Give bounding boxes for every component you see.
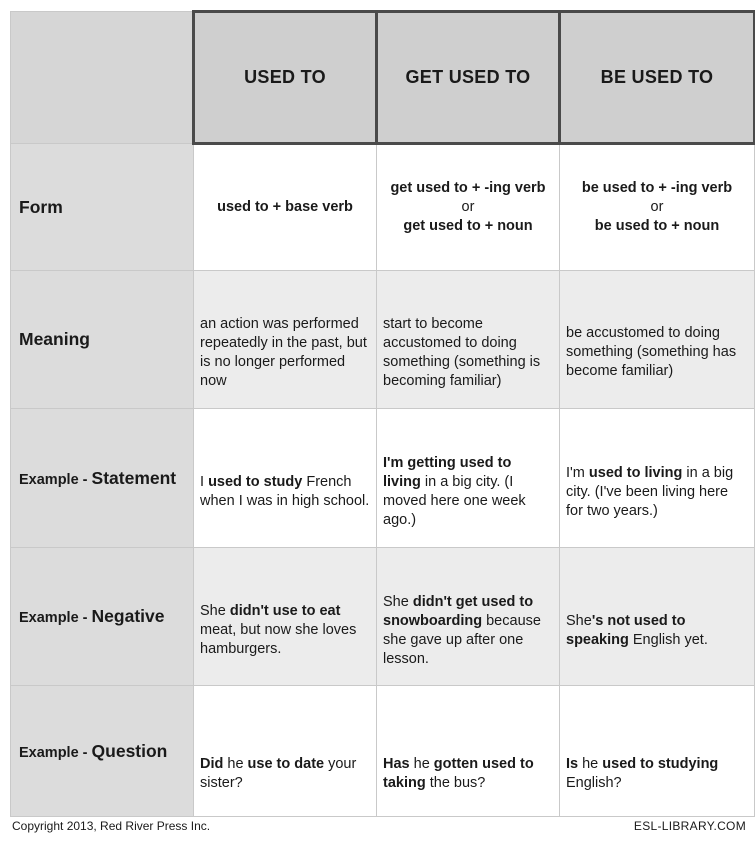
bold-run: used to living	[588, 464, 683, 481]
text-run: he	[409, 756, 434, 772]
text-run: he	[578, 756, 603, 772]
row-label-question-prefix: Example -	[19, 744, 92, 761]
text-run: he	[223, 756, 248, 772]
row-label-negative-main: Negative	[91, 606, 165, 626]
text-run: in a big city. (I moved here one week ago.)	[383, 474, 526, 528]
bold-run: used to study	[208, 474, 303, 490]
row-label-negative-prefix: Example -	[19, 610, 92, 626]
row-statement	[11, 409, 755, 548]
form-be-used-to	[560, 144, 755, 271]
text-run: I	[200, 474, 209, 490]
text-run: English?	[566, 775, 622, 791]
statement-used-to	[194, 409, 377, 548]
bold-run: Has	[383, 756, 410, 772]
text-run: meat, but now she loves hamburgers.	[200, 622, 357, 657]
form-get-line2: get used to + noun	[403, 218, 533, 234]
form-get-used-to	[377, 144, 560, 271]
bold-run: didn't get used to snowboarding	[383, 593, 534, 629]
text-run: French when I was in high school.	[200, 474, 370, 509]
meaning-be-used-to: be accustomed to doing something (something has become familiar)	[560, 271, 755, 409]
row-negative	[11, 548, 755, 686]
corner-cell	[11, 12, 194, 144]
meaning-get-used-to: start to become accustomed to doing something (something is becoming familiar)	[377, 271, 560, 409]
row-label-meaning: Meaning	[11, 271, 194, 409]
meaning-used-to: an action was performed repeatedly in the past, but is no longer performed now	[194, 271, 377, 409]
header-used-to: USED TO	[194, 12, 377, 144]
negative-used-to	[194, 548, 377, 686]
row-label-negative	[11, 548, 194, 686]
question-used-to	[194, 686, 377, 817]
bold-run: Is	[566, 756, 579, 772]
statement-get-used-to	[377, 409, 560, 548]
header-be-used-to: BE USED TO	[560, 12, 755, 144]
header-get-used-to: GET USED TO	[377, 12, 560, 144]
text-run: I'm	[566, 464, 589, 481]
grammar-table	[10, 10, 755, 817]
form-be-or: or	[650, 199, 664, 215]
row-label-statement-main: Statement	[91, 467, 177, 488]
row-label-question	[11, 686, 194, 817]
text-run: the bus?	[425, 775, 486, 791]
site-credit: ESL-LIBRARY.COM	[633, 819, 746, 833]
bold-run: used to studying	[602, 756, 719, 772]
row-label-form: Form	[11, 144, 194, 271]
statement-be-used-to	[560, 409, 755, 548]
form-get-line1: get used to + -ing verb	[390, 180, 546, 196]
text-run: because she gave up after one lesson.	[383, 612, 541, 667]
question-get-used-to	[377, 686, 560, 817]
text-run: She	[200, 603, 230, 619]
copyright-notice: Copyright 2013, Red River Press Inc.	[12, 819, 211, 833]
text-run: in a big city. (I've been living here for two years.)	[566, 464, 734, 519]
row-meaning	[11, 271, 755, 409]
negative-get-used-to	[377, 548, 560, 686]
row-form	[11, 144, 755, 271]
text-run: your sister?	[200, 756, 357, 791]
text-run: She	[566, 612, 592, 629]
row-label-statement-prefix: Example -	[19, 471, 92, 488]
negative-be-used-to	[560, 548, 755, 686]
bold-run: I'm getting used to living	[383, 455, 512, 490]
bold-run: use to date	[247, 756, 325, 772]
form-be-line1: be used to + -ing verb	[581, 180, 733, 196]
row-question	[11, 686, 755, 817]
text-run: She	[383, 593, 413, 610]
bold-run: Did	[200, 756, 224, 772]
bold-run: gotten used to taking	[383, 756, 534, 791]
bold-run: didn't use to eat	[229, 603, 341, 619]
form-used-to: used to + base verb	[194, 144, 377, 271]
row-label-question-main: Question	[91, 740, 168, 761]
form-be-line2: be used to + noun	[594, 218, 720, 234]
form-get-or: or	[461, 199, 475, 215]
text-run: English yet.	[628, 631, 708, 648]
bold-run: 's not used to speaking	[566, 612, 686, 648]
question-be-used-to	[560, 686, 755, 817]
row-label-statement	[11, 409, 194, 548]
